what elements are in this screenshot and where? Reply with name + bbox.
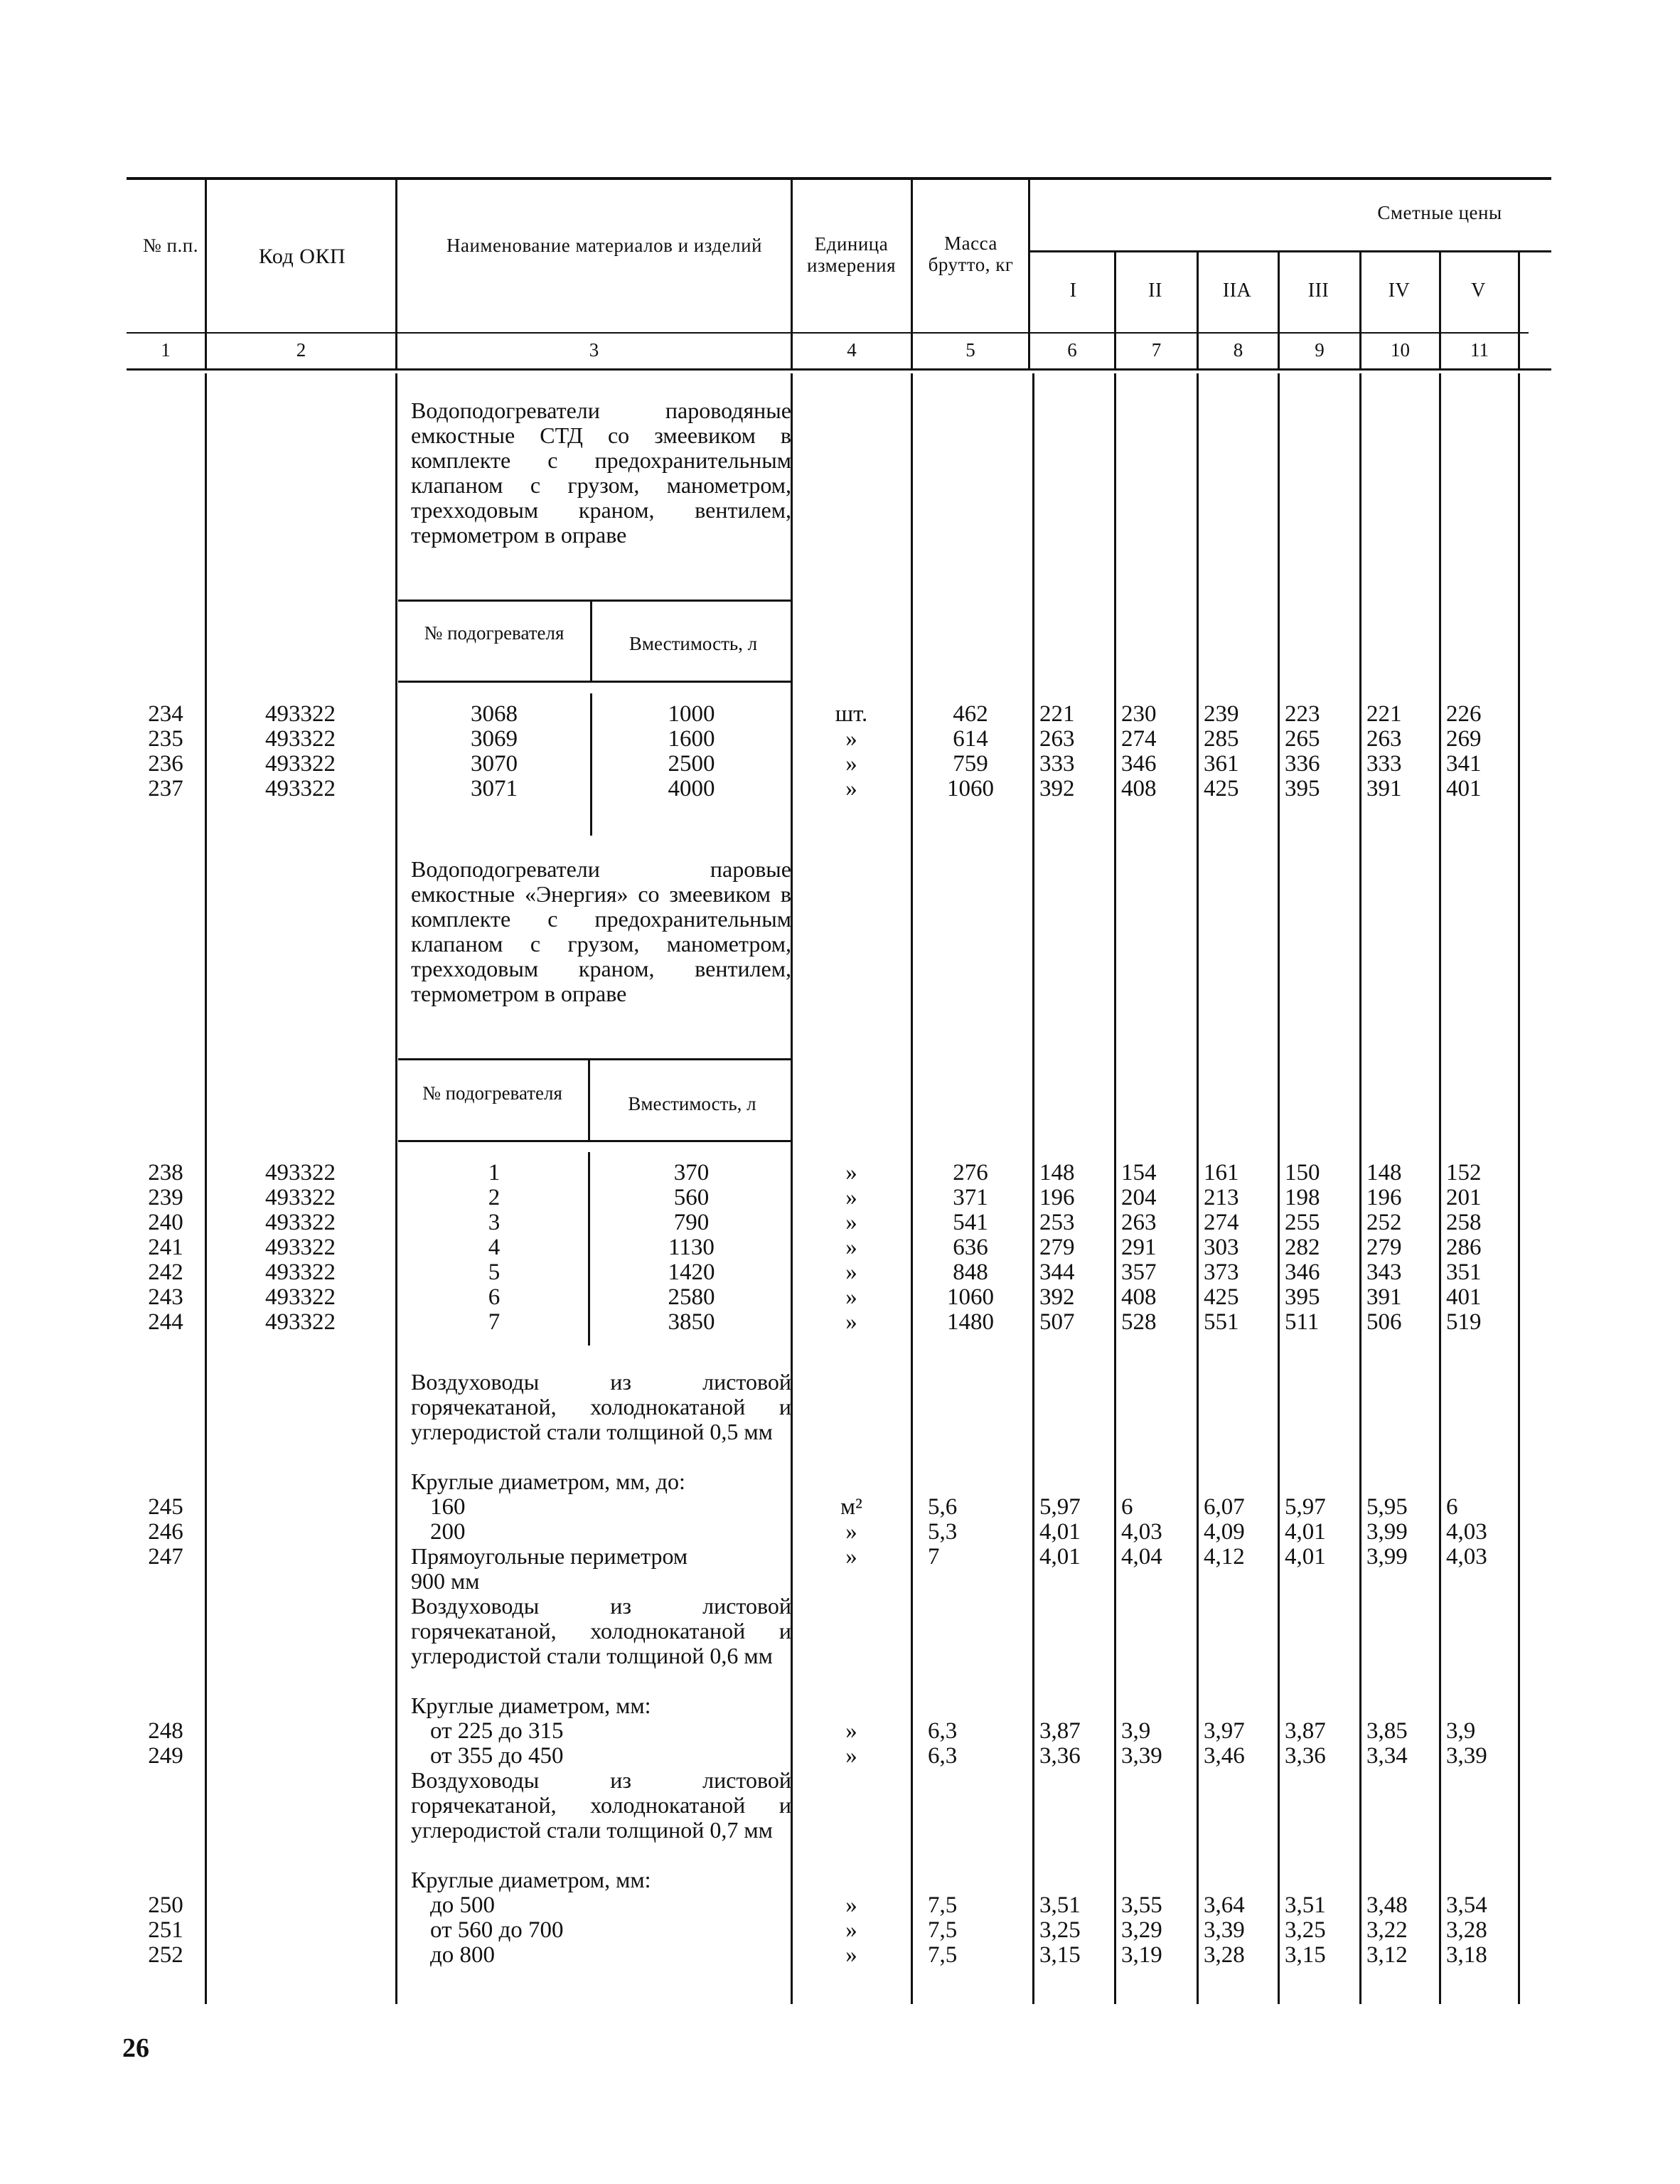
unit-value: » (845, 1743, 857, 1769)
price-cell: 519 (1446, 1309, 1482, 1335)
column-number: 2 (296, 339, 306, 361)
price-cell: 4,03 (1446, 1544, 1487, 1570)
price-cell: 3,34 (1366, 1743, 1408, 1769)
price-cell: 3,64 (1204, 1892, 1245, 1918)
price-cell: 282 (1285, 1235, 1320, 1260)
price-cell: 286 (1446, 1235, 1482, 1260)
price-cell: 161 (1204, 1160, 1239, 1186)
zone-header: IV (1388, 279, 1411, 302)
subtable-divider (588, 1060, 590, 1141)
price-cell: 3,18 (1446, 1942, 1487, 1968)
okp-code: 493322 (265, 1185, 336, 1210)
section-title: Воздуховоды из листовой горячекатаной, холоднокатаной и углеродистой стали толщиной 0,7 мм (411, 1767, 791, 1843)
capacity-value: 1130 (668, 1235, 715, 1260)
item-name: от 355 до 450 (430, 1743, 564, 1769)
heater-number: 3 (488, 1210, 501, 1235)
item-name: от 560 до 700 (430, 1917, 564, 1943)
price-cell: 3,99 (1366, 1519, 1408, 1545)
row-number: 239 (148, 1185, 183, 1210)
round-diameter-label: Круглые диаметром, мм: (411, 1867, 651, 1892)
header-vline (1278, 252, 1280, 371)
col-unit-header: Единица измерения (806, 233, 897, 276)
okp-code: 493322 (265, 1259, 336, 1285)
unit-value: » (845, 1235, 857, 1260)
price-cell: 213 (1204, 1185, 1239, 1210)
price-cell: 3,36 (1039, 1743, 1081, 1769)
row-number: 248 (148, 1718, 183, 1744)
unit-value: » (845, 1917, 857, 1943)
price-cell: 198 (1285, 1185, 1320, 1210)
price-cell: 3,39 (1446, 1743, 1487, 1769)
col-no-header: № п.п. (143, 235, 198, 256)
rect-perimeter-label: Прямоугольные периметром (411, 1543, 688, 1569)
price-cell: 528 (1121, 1309, 1157, 1335)
price-cell: 148 (1366, 1160, 1402, 1186)
header-vline (1028, 180, 1030, 371)
table-row (0, 726, 1680, 752)
column-number: 1 (161, 339, 171, 361)
mass-value: 1060 (947, 776, 994, 801)
price-cell: 291 (1121, 1235, 1157, 1260)
price-cell: 148 (1039, 1160, 1075, 1186)
row-number: 243 (148, 1284, 183, 1310)
capacity-value: 790 (673, 1210, 710, 1235)
capacity-value: 560 (673, 1185, 710, 1210)
heater-number: 2 (488, 1185, 501, 1210)
table-row (0, 1519, 1680, 1545)
rect-perimeter-label-2: 900 мм (411, 1568, 480, 1594)
column-number: 9 (1315, 339, 1325, 361)
okp-code: 493322 (265, 726, 336, 752)
price-cell: 3,12 (1366, 1942, 1408, 1968)
price-cell: 401 (1446, 776, 1482, 801)
capacity-value: 370 (673, 1160, 710, 1186)
header-vline (911, 180, 913, 371)
mass-value: 7,5 (928, 1892, 958, 1918)
row-number: 247 (148, 1544, 183, 1570)
price-cell: 303 (1204, 1235, 1239, 1260)
price-cell: 4,01 (1039, 1519, 1081, 1545)
price-cell: 3,87 (1039, 1718, 1081, 1744)
capacity-value: 3850 (668, 1309, 715, 1335)
okp-code: 493322 (265, 776, 336, 801)
mass-value: 5,6 (928, 1494, 958, 1520)
unit-value: » (845, 1519, 857, 1545)
row-number: 234 (148, 701, 183, 727)
price-cell: 4,01 (1285, 1544, 1326, 1570)
price-cell: 3,25 (1039, 1917, 1081, 1943)
price-cell: 346 (1285, 1259, 1320, 1285)
price-cell: 5,97 (1039, 1494, 1081, 1520)
price-cell: 3,28 (1204, 1942, 1245, 1968)
unit-value: » (845, 1185, 857, 1210)
item-name: до 800 (430, 1942, 496, 1968)
row-number: 251 (148, 1917, 183, 1943)
price-cell: 3,39 (1121, 1743, 1162, 1769)
price-cell: 395 (1285, 1284, 1320, 1310)
item-name: до 500 (430, 1892, 496, 1918)
price-cell: 265 (1285, 726, 1320, 752)
price-cell: 333 (1039, 751, 1075, 777)
price-cell: 154 (1121, 1160, 1157, 1186)
mass-value: 541 (953, 1210, 988, 1235)
price-cell: 3,51 (1285, 1892, 1326, 1918)
capacity-subheader: Вместимость, л (628, 1093, 756, 1114)
price-cell: 152 (1446, 1160, 1482, 1186)
price-cell: 392 (1039, 1284, 1075, 1310)
section-title: Воздуховоды из листовой горячекатаной, холоднокатаной и углеродистой стали толщиной 0,5 мм (411, 1369, 791, 1444)
item-name: от 225 до 315 (430, 1718, 564, 1744)
column-number: 8 (1233, 339, 1243, 361)
heater-no-subheader: № подогревателя (424, 622, 565, 644)
column-numbers-rule (127, 368, 1551, 371)
item-name: 160 (430, 1494, 466, 1520)
row-number: 241 (148, 1235, 183, 1260)
unit-value: » (845, 1259, 857, 1285)
price-cell: 3,15 (1039, 1942, 1081, 1968)
price-cell: 3,15 (1285, 1942, 1326, 1968)
okp-code: 493322 (265, 1160, 336, 1186)
mass-value: 636 (953, 1235, 988, 1260)
price-cell: 373 (1204, 1259, 1239, 1285)
table-row (0, 1160, 1680, 1186)
price-cell: 507 (1039, 1309, 1075, 1335)
column-number: 7 (1151, 339, 1162, 361)
okp-code: 493322 (265, 1235, 336, 1260)
row-number: 252 (148, 1942, 183, 1968)
capacity-value: 4000 (668, 776, 715, 801)
capacity-value: 1420 (668, 1259, 715, 1285)
price-cell: 3,55 (1121, 1892, 1162, 1918)
mass-value: 614 (953, 726, 988, 752)
price-cell: 336 (1285, 751, 1320, 777)
price-cell: 279 (1366, 1235, 1402, 1260)
price-cell: 408 (1121, 1284, 1157, 1310)
price-cell: 3,54 (1446, 1892, 1487, 1918)
okp-code: 493322 (265, 751, 336, 777)
mass-value: 7 (928, 1544, 940, 1570)
heater-number: 3071 (471, 776, 518, 801)
header-vline (395, 180, 397, 371)
price-cell: 343 (1366, 1259, 1402, 1285)
mass-value: 6,3 (928, 1743, 958, 1769)
table-row (0, 1942, 1680, 1968)
price-cell: 395 (1285, 776, 1320, 801)
table-row (0, 1259, 1680, 1285)
price-cell: 4,09 (1204, 1519, 1245, 1545)
column-number: 10 (1391, 339, 1410, 361)
okp-code: 493322 (265, 1210, 336, 1235)
table-row (0, 1743, 1680, 1769)
okp-code: 493322 (265, 1284, 336, 1310)
table-row (0, 1494, 1680, 1520)
price-cell: 3,29 (1121, 1917, 1162, 1943)
table-row (0, 751, 1680, 777)
price-cell: 150 (1285, 1160, 1320, 1186)
mass-value: 759 (953, 751, 988, 777)
price-cell: 263 (1366, 726, 1402, 752)
price-cell: 351 (1446, 1259, 1482, 1285)
subtable-top-rule (398, 1058, 791, 1060)
price-cell: 3,25 (1285, 1917, 1326, 1943)
mass-value: 1060 (947, 1284, 994, 1310)
price-cell: 344 (1039, 1259, 1075, 1285)
price-cell: 3,9 (1121, 1718, 1151, 1744)
subtable-divider (590, 602, 592, 683)
capacity-value: 2500 (668, 751, 715, 777)
price-cell: 4,03 (1446, 1519, 1487, 1545)
zone-header: I (1069, 279, 1077, 302)
table-row (0, 1284, 1680, 1310)
mass-value: 6,3 (928, 1718, 958, 1744)
heater-number: 4 (488, 1235, 501, 1260)
column-number: 5 (965, 339, 975, 361)
price-cell: 401 (1446, 1284, 1482, 1310)
capacity-value: 1600 (668, 726, 715, 752)
mass-value: 371 (953, 1185, 988, 1210)
price-cell: 3,87 (1285, 1718, 1326, 1744)
header-vline (1197, 252, 1199, 371)
unit-value: » (845, 1718, 857, 1744)
price-cell: 269 (1446, 726, 1482, 752)
price-cell: 391 (1366, 1284, 1402, 1310)
unit-value: » (845, 1942, 857, 1968)
price-cell: 4,12 (1204, 1544, 1245, 1570)
heater-number: 7 (488, 1309, 501, 1335)
price-cell: 3,28 (1446, 1917, 1487, 1943)
price-cell: 361 (1204, 751, 1239, 777)
row-number: 242 (148, 1259, 183, 1285)
price-cell: 223 (1285, 701, 1320, 727)
price-cell: 425 (1204, 776, 1239, 801)
heater-number: 3070 (471, 751, 518, 777)
mass-value: 1480 (947, 1309, 994, 1335)
mass-value: 7,5 (928, 1942, 958, 1968)
price-cell: 252 (1366, 1210, 1402, 1235)
heater-number: 1 (488, 1160, 501, 1186)
price-cell: 391 (1366, 776, 1402, 801)
row-number: 237 (148, 776, 183, 801)
table-row (0, 1210, 1680, 1235)
col-mass-header: Масса брутто, кг (928, 233, 1014, 275)
price-cell: 3,39 (1204, 1917, 1245, 1943)
price-cell: 279 (1039, 1235, 1075, 1260)
price-cell: 506 (1366, 1309, 1402, 1335)
unit-value: м² (840, 1494, 862, 1520)
okp-code: 493322 (265, 701, 336, 727)
column-number: 4 (847, 339, 857, 361)
okp-code: 493322 (265, 1309, 336, 1335)
col-code-header: Код ОКП (258, 245, 346, 268)
table-row (0, 701, 1680, 727)
price-cell: 392 (1039, 776, 1075, 801)
price-cell: 263 (1039, 726, 1075, 752)
capacity-value: 2580 (668, 1284, 715, 1310)
table-row (0, 1185, 1680, 1210)
price-cell: 551 (1204, 1309, 1239, 1335)
price-cell: 274 (1204, 1210, 1239, 1235)
round-diameter-label: Круглые диаметром, мм, до: (411, 1469, 685, 1494)
unit-value: » (845, 1284, 857, 1310)
heater-number: 3069 (471, 726, 518, 752)
prices-title: Сметные цены (1377, 202, 1502, 223)
row-number: 240 (148, 1210, 183, 1235)
price-cell: 511 (1285, 1309, 1320, 1335)
heater-no-subheader: № подогревателя (422, 1082, 562, 1104)
price-cell: 221 (1366, 701, 1402, 727)
table-row (0, 1544, 1680, 1570)
price-cell: 4,04 (1121, 1544, 1162, 1570)
price-cell: 3,48 (1366, 1892, 1408, 1918)
unit-value: » (845, 1160, 857, 1186)
price-cell: 221 (1039, 701, 1075, 727)
header-top-rule (127, 177, 1551, 180)
price-cell: 274 (1121, 726, 1157, 752)
price-cell: 3,36 (1285, 1743, 1326, 1769)
header-bottom-rule (127, 332, 1529, 334)
price-cell: 408 (1121, 776, 1157, 801)
unit-value: » (845, 776, 857, 801)
unit-value: » (845, 1544, 857, 1570)
row-number: 244 (148, 1309, 183, 1335)
price-cell: 3,22 (1366, 1917, 1408, 1943)
mass-value: 276 (953, 1160, 988, 1186)
price-cell: 5,97 (1285, 1494, 1326, 1520)
heater-number: 3068 (471, 701, 518, 727)
price-cell: 3,51 (1039, 1892, 1081, 1918)
price-cell: 201 (1446, 1185, 1482, 1210)
capacity-value: 1000 (668, 701, 715, 727)
price-cell: 196 (1366, 1185, 1402, 1210)
section-title: Воздуховоды из листовой горячекатаной, холоднокатаной и углеродистой стали толщиной 0,6 мм (411, 1593, 791, 1668)
price-cell: 3,99 (1366, 1544, 1408, 1570)
price-cell: 3,46 (1204, 1743, 1245, 1769)
header-vline (205, 180, 207, 371)
price-cell: 4,01 (1285, 1519, 1326, 1545)
price-cell: 6,07 (1204, 1494, 1245, 1520)
zone-header: IIA (1222, 279, 1252, 302)
row-number: 246 (148, 1519, 183, 1545)
zone-header: V (1471, 279, 1486, 302)
row-number: 250 (148, 1892, 183, 1918)
price-cell: 357 (1121, 1259, 1157, 1285)
table-row (0, 776, 1680, 801)
row-number: 249 (148, 1743, 183, 1769)
mass-value: 848 (953, 1259, 988, 1285)
price-cell: 6 (1121, 1494, 1133, 1520)
page-number: 26 (122, 2033, 149, 2063)
column-number: 3 (589, 339, 599, 361)
zone-header: III (1307, 279, 1329, 302)
price-cell: 263 (1121, 1210, 1157, 1235)
subtable-bottom-rule (398, 681, 791, 683)
header-vline (1114, 252, 1116, 371)
price-cell: 226 (1446, 701, 1482, 727)
unit-value: » (845, 751, 857, 777)
table-row (0, 1718, 1680, 1744)
unit-value: » (845, 726, 857, 752)
price-cell: 253 (1039, 1210, 1075, 1235)
header-vline (791, 180, 793, 371)
header-vline (1359, 252, 1361, 371)
zone-header: II (1148, 279, 1162, 302)
unit-value: » (845, 1309, 857, 1335)
subtable-top-rule (398, 600, 791, 602)
header-vline (1439, 252, 1441, 371)
mass-value: 462 (953, 701, 988, 727)
row-number: 238 (148, 1160, 183, 1186)
capacity-subheader: Вместимость, л (628, 633, 758, 654)
header-vline (1518, 252, 1520, 371)
round-diameter-label: Круглые диаметром, мм: (411, 1693, 651, 1718)
price-cell: 3,97 (1204, 1718, 1245, 1744)
price-cell: 333 (1366, 751, 1402, 777)
table-row (0, 1892, 1680, 1918)
price-cell: 4,03 (1121, 1519, 1162, 1545)
price-cell: 3,19 (1121, 1942, 1162, 1968)
price-cell: 425 (1204, 1284, 1239, 1310)
price-cell: 285 (1204, 726, 1239, 752)
col-name-header: Наименование материалов и изделий (446, 235, 762, 256)
price-cell: 230 (1121, 701, 1157, 727)
table-row (0, 1235, 1680, 1260)
prices-subheader-rule (1029, 250, 1551, 252)
row-number: 245 (148, 1494, 183, 1520)
table-row (0, 1917, 1680, 1943)
price-cell: 239 (1204, 701, 1239, 727)
column-number: 11 (1470, 339, 1489, 361)
table-row (0, 1309, 1680, 1335)
heater-number: 5 (488, 1259, 501, 1285)
price-cell: 4,01 (1039, 1544, 1081, 1570)
item-name: 200 (430, 1519, 466, 1545)
section-title: Водоподогреватели паровые емкостные «Энергия» со змеевиком в комплекте с предохранительным клапаном с грузом, манометром, трехходовым краном, вентилем, термометром в оправе (411, 856, 791, 1006)
heater-number: 6 (488, 1284, 501, 1310)
price-cell: 3,9 (1446, 1718, 1476, 1744)
unit-value: шт. (835, 701, 868, 727)
column-number: 6 (1067, 339, 1077, 361)
price-cell: 196 (1039, 1185, 1075, 1210)
price-cell: 258 (1446, 1210, 1482, 1235)
price-cell: 6 (1446, 1494, 1458, 1520)
mass-value: 5,3 (928, 1519, 958, 1545)
row-number: 235 (148, 726, 183, 752)
subtable-bottom-rule (398, 1140, 791, 1142)
mass-value: 7,5 (928, 1917, 958, 1943)
price-cell: 3,85 (1366, 1718, 1408, 1744)
price-cell: 346 (1121, 751, 1157, 777)
price-cell: 255 (1285, 1210, 1320, 1235)
price-cell: 341 (1446, 751, 1482, 777)
row-number: 236 (148, 751, 183, 777)
unit-value: » (845, 1892, 857, 1918)
unit-value: » (845, 1210, 857, 1235)
price-cell: 5,95 (1366, 1494, 1408, 1520)
price-cell: 204 (1121, 1185, 1157, 1210)
section-title: Водоподогреватели пароводяные емкостные СТД со змеевиком в комплекте с предохранительным клапаном с грузом, манометром, трехходовым краном, вентилем, термометром в оправе (411, 398, 791, 548)
